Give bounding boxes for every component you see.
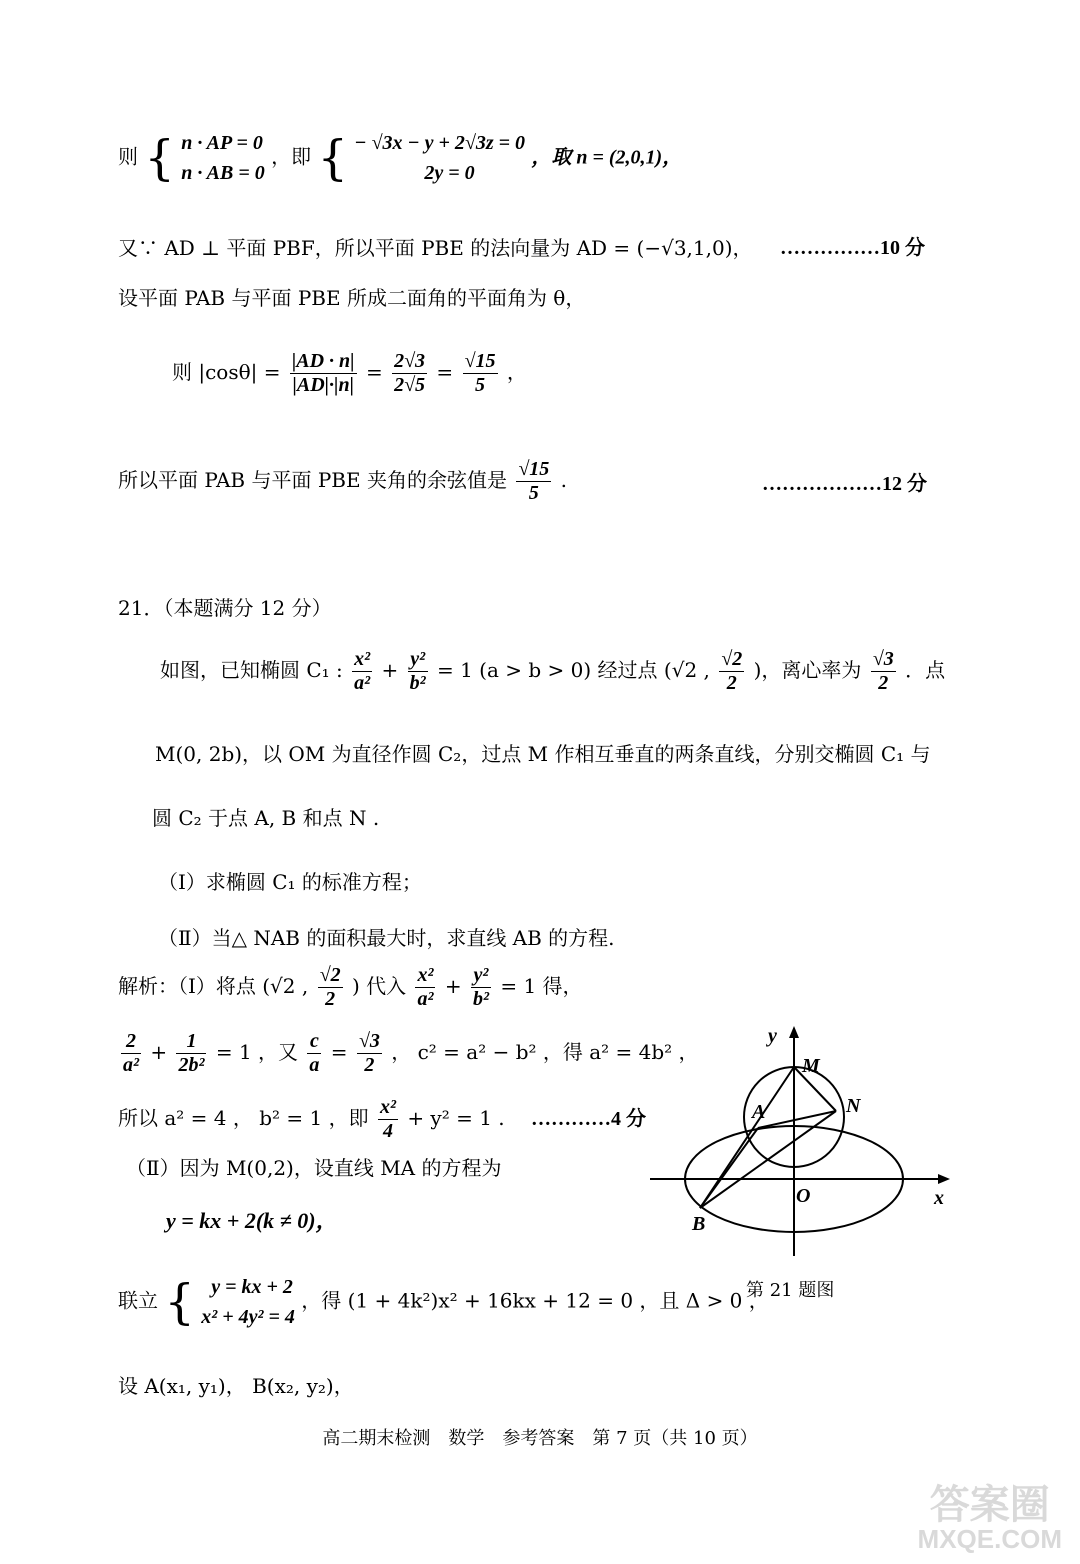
text: 解析：（Ⅰ）将点 (√2 , (118, 974, 309, 998)
text: （Ⅱ）因为 M(0,2)，设直线 MA 的方程为 (126, 1156, 502, 1180)
score-12-text: ………………12 分 (762, 473, 927, 495)
solution-step-4 (126, 1156, 501, 1180)
frac (378, 1096, 398, 1143)
frac-num: 2 (121, 1030, 141, 1054)
question-21-para-1: 如图，已知椭圆 C₁ : $\frac{\text{x²}}{\text{a²}}$ + $\frac{\text{y²}}{\text{b²}}$ = 1 (a > b > 0) 经过点 (√2 , $\frac{√2}{2}$ )，离心率为 $\frac{√3}{2}$ ．点 (160, 648, 946, 694)
frac-num: √15 (518, 458, 550, 480)
y-axis-arrow (789, 1026, 799, 1038)
frac-num: 1 (176, 1030, 206, 1054)
label-y: y (768, 1025, 777, 1047)
frac-y2-b2 (408, 648, 428, 695)
eq-n-dot-ap: n · AP = 0 (181, 132, 263, 154)
frac-den: b² (409, 672, 426, 694)
label-x: x (934, 1187, 944, 1209)
label-b: B (692, 1213, 706, 1235)
eq-ellipse: x² + 4y² = 4 (201, 1306, 295, 1328)
frac-num: √2 (721, 648, 743, 670)
left-brace: { (164, 1274, 195, 1330)
frac (357, 1030, 382, 1077)
text-conclusion: 所以平面 PAB 与平面 PBE 夹角的余弦值是 (118, 468, 507, 492)
left-brace: { (144, 130, 175, 186)
text-normal-pbe: 又∵ AD ⊥ 平面 PBF，所以平面 PBE 的法向量为 AD = (−√3,1,0)， (118, 236, 753, 260)
frac (176, 1030, 206, 1077)
text: ， c² = a² − b² ，得 a² = 4b² ， (391, 1040, 699, 1064)
frac-den: 2 (878, 672, 889, 694)
text: M(0, 2b)，以 OM 为直径作圆 C₂，过点 M 作相互垂直的两条直线，分别交椭圆 C₁ 与 (155, 742, 931, 766)
solution-line-angle-def (118, 286, 585, 310)
text: + y² = 1 . (407, 1106, 505, 1130)
text: 所以 a² = 4 ， b² = 1 ，即 (118, 1106, 369, 1130)
frac-num: √2 (319, 964, 341, 986)
figure-caption (746, 1280, 834, 1302)
frac-den: a (309, 1054, 320, 1076)
frac-num: √15 (464, 350, 496, 372)
solution-line-normal-pbe (118, 236, 753, 260)
solution-step-3 (118, 1096, 646, 1143)
solution-step-5 (166, 1208, 338, 1234)
fraction-cos-2 (392, 350, 427, 397)
text-ji: ，即 (271, 144, 312, 169)
solution-line-normal-system (118, 128, 682, 188)
question-21-heading-text: 21．（本题满分 12 分） (118, 596, 332, 620)
text: ) 代入 (351, 974, 407, 998)
fraction-cos-1 (290, 350, 357, 397)
frac-num: x² (379, 1096, 396, 1118)
frac-num: 2√3 (394, 350, 426, 372)
frac-num: x² (417, 964, 434, 986)
score-12 (762, 472, 927, 496)
figure-21 (640, 1020, 960, 1270)
text-angle-def: 设平面 PAB 与平面 PBE 所成二面角的平面角为 θ， (118, 286, 586, 310)
system-equations-3 (201, 1272, 295, 1332)
solution-step-6 (118, 1272, 769, 1332)
text: 圆 C₂ 于点 A, B 和点 N . (152, 806, 380, 830)
system-equations-2 (354, 128, 525, 188)
label-n: N (846, 1095, 861, 1117)
question-21-part-i (158, 870, 422, 894)
frac-sqrt3-2 (871, 648, 896, 695)
text-cos-lhs: 则 |cosθ| = (172, 360, 281, 384)
text: = 1 得， (500, 974, 583, 998)
text: 设 A(x₁, y₁)， B(x₂, y₂)， (118, 1374, 354, 1398)
line-ab (700, 1128, 758, 1208)
frac-num: y² (408, 648, 428, 672)
frac-num: y² (471, 964, 491, 988)
score-10 (780, 236, 925, 260)
fraction-cos-3 (463, 350, 498, 397)
text: = 1 ，又 (215, 1040, 299, 1064)
frac-den: a² (417, 988, 434, 1010)
page-footer (0, 1428, 1080, 1450)
frac-den: b² (472, 988, 489, 1010)
normal-vector-choice: ，取 n = (2,0,1)， (531, 146, 683, 169)
text: （Ⅰ）求椭圆 C₁ 的标准方程； (158, 870, 422, 894)
frac-den: 2 (325, 988, 336, 1010)
eq-n-dot-ab: n · AB = 0 (181, 162, 265, 184)
left-brace: { (317, 130, 348, 186)
frac-den: 2 (364, 1054, 375, 1076)
frac-den: 5 (475, 374, 486, 396)
watermark (918, 1485, 1062, 1554)
score-4: …………4 分 (531, 1108, 647, 1130)
watermark-url: MXQE.COM (917, 1524, 1062, 1555)
x-axis-arrow (938, 1174, 950, 1184)
frac-num: √3 (872, 648, 894, 670)
label-m: M (802, 1055, 820, 1077)
frac-den: |AD|·|n| (292, 374, 354, 396)
frac-num: √3 (358, 1030, 380, 1052)
frac-num: c (307, 1030, 321, 1054)
fraction-answer (516, 458, 551, 505)
eq-plane-2: 2y = 0 (424, 162, 475, 184)
frac-den: 4 (382, 1120, 393, 1142)
solution-step-2: $\frac{2}{\text{a²}}$ + $\frac{1}{\text{2b²}}$ = 1 ，又 $\frac{c}{a}$ = $\frac{√3}{2}$ ， c² = a² − b² ，得 a² = 4b² ， (123, 1030, 699, 1076)
frac-den: 5 (528, 482, 539, 504)
line-ma-equation: y = kx + 2(k ≠ 0)， (166, 1208, 338, 1233)
text: （Ⅱ）当△ NAB 的面积最大时，求直线 AB 的方程. (158, 926, 615, 950)
score-10-text: ……………10 分 (780, 237, 925, 259)
eq-line: y = kx + 2 (211, 1276, 293, 1298)
solution-step-1: 解析：（Ⅰ）将点 (√2 , $\frac{√2}{2}$ ) 代入 $\frac{\text{x²}}{\text{a²}}$ + $\frac{\text{y²}}{\text{b²}}$ = 1 得， (118, 964, 583, 1010)
frac (471, 964, 491, 1011)
solution-line-conclusion: 所以平面 PAB 与平面 PBE 夹角的余弦值是 $\frac{√15}{5}$ . (118, 458, 568, 504)
frac-den: a² (123, 1054, 139, 1076)
figure-caption-text: 第 21 题图 (746, 1280, 835, 1301)
frac-num: x² (354, 648, 371, 670)
frac (415, 964, 435, 1011)
question-21-para-3 (152, 806, 379, 830)
question-21-part-ii (158, 926, 615, 950)
label-o: O (796, 1185, 811, 1207)
text: 如图，已知椭圆 C₁ : (160, 658, 343, 682)
text-ze: 则 (118, 144, 138, 169)
text: 联立 (118, 1288, 158, 1313)
frac-den: 2b² (178, 1054, 205, 1076)
text: )，离心率为 (753, 658, 862, 682)
frac-x2-a2 (352, 648, 372, 695)
question-21-heading (118, 596, 332, 620)
solution-line-cos: 则 |cosθ| = $\frac{|AD \cdot n|}{|AD|\cdot|n|}$ = $\frac{2√3}{2√5}$ = $\frac{√15}{5}$ ， (172, 350, 527, 396)
system-equations-1 (181, 128, 264, 188)
text-quadratic: ，得 (1 + 4k²)x² + 16kx + 12 = 0 ，且 Δ > 0 ， (301, 1288, 769, 1313)
eq-plane-1: − √3x − y + 2√3z = 0 (354, 132, 526, 154)
text: = 1 (a > b > 0) 经过点 (√2 , (436, 658, 710, 682)
frac-sqrt2-2 (719, 648, 744, 695)
frac (307, 1030, 321, 1077)
text: ．点 (905, 658, 946, 682)
frac-den: 2 (726, 672, 737, 694)
solution-step-7 (118, 1374, 354, 1398)
frac (121, 1030, 141, 1077)
ellipse-circle-diagram (640, 1020, 960, 1270)
footer-text: 高二期末检测 数学 参考答案 第 7 页（共 10 页） (322, 1428, 758, 1449)
label-a: A (752, 1101, 766, 1123)
frac-den: a² (354, 672, 371, 694)
frac-num: |AD · n| (291, 350, 355, 372)
frac (318, 964, 343, 1011)
frac-den: 2√5 (394, 374, 426, 396)
question-21-para-2 (155, 742, 931, 766)
watermark-logo: 答案圈 (929, 1483, 1050, 1528)
